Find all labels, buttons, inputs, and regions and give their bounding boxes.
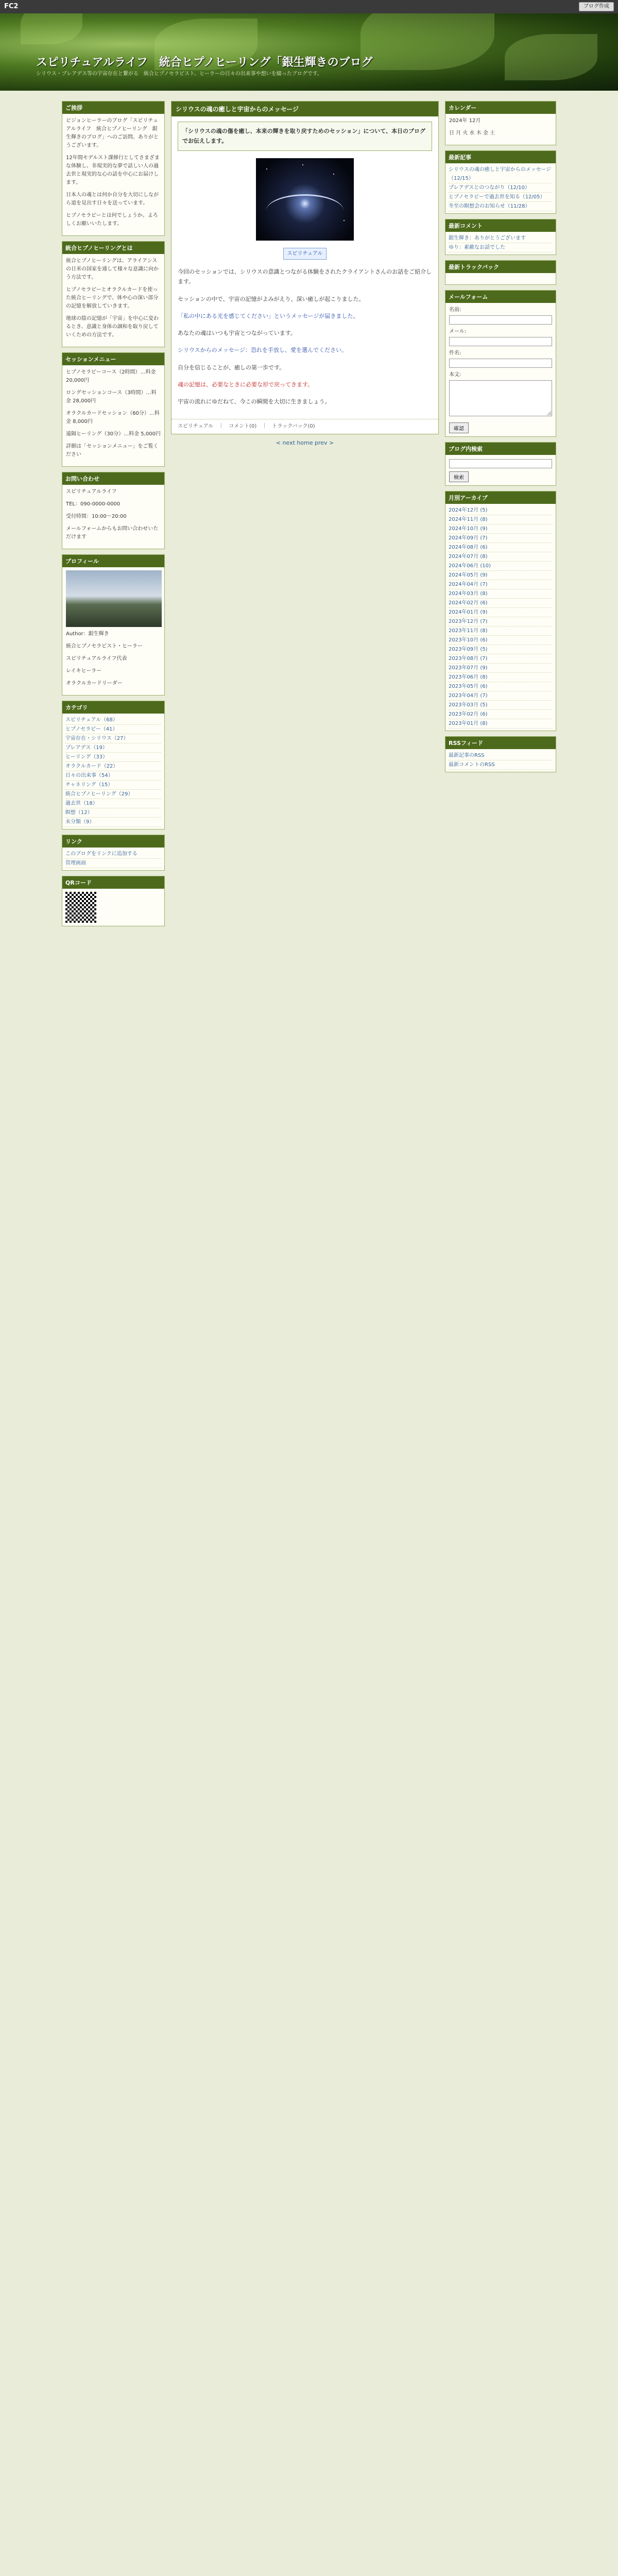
archive-link[interactable]: 2024年12月 (5) <box>449 506 553 515</box>
category-link[interactable]: 瞑想（12） <box>65 808 161 818</box>
greeting-text: ヒプノセラピーとは何でしょうか。よろしくお願いいたします。 <box>66 213 158 227</box>
session-item[interactable]: ロングセッションコース（3時間）…料金 28,000円 <box>66 390 157 404</box>
profile-photo <box>66 570 162 627</box>
recent-posts-title: 最新記事 <box>445 151 556 163</box>
entry-paragraph: 今回のセッションでは、シリウスの意識とつながる体験をされたクライアントさんのお話をご紹介します。 <box>178 268 432 285</box>
about-title: 統合ヒプノヒーリングとは <box>62 242 164 254</box>
entry-paragraph: 自分を信じることが、癒しの第一歩です。 <box>178 364 285 371</box>
archive-link[interactable]: 2024年08月 (6) <box>449 543 553 552</box>
archive-link[interactable]: 2023年08月 (7) <box>449 654 553 664</box>
archive-link[interactable]: 2023年05月 (6) <box>449 682 553 691</box>
entry-title[interactable]: シリウスの魂の癒しと宇宙からのメッセージ <box>171 101 438 116</box>
categories-title: カテゴリ <box>62 701 164 714</box>
about-box <box>62 241 165 347</box>
greeting-text: 日本人の魂とは何か自分を大切にしながら道を見出す日々を送っています。 <box>66 192 159 206</box>
category-link[interactable]: チャネリング（15） <box>65 781 161 790</box>
mailform-title: メールフォーム <box>445 291 556 303</box>
session-menu-box <box>62 352 165 467</box>
archives-title: 月別アーカイブ <box>445 492 556 504</box>
archive-link[interactable]: 2024年04月 (7) <box>449 580 553 589</box>
greeting-box <box>62 101 165 236</box>
pagination[interactable]: < next home prev > <box>276 439 334 447</box>
archive-link[interactable]: 2024年05月 (9) <box>449 571 553 580</box>
categories-box <box>62 701 165 829</box>
category-link[interactable]: 統合ヒプノヒーリング（29） <box>65 790 161 799</box>
entry-paragraph: セッションの中で、宇宙の記憶がよみがえり、深い癒しが起こりました。 <box>178 295 365 302</box>
profile-name: Author：銀生輝き <box>66 631 109 637</box>
search-button[interactable]: 検索 <box>449 471 469 482</box>
search-title: ブログ内検索 <box>445 443 556 455</box>
calendar-month: 2024年 12月 <box>449 118 481 124</box>
blog-header <box>0 13 618 91</box>
left-sidebar <box>62 101 165 931</box>
archive-link[interactable]: 2023年04月 (7) <box>449 691 553 701</box>
archive-link[interactable]: 2023年11月 (8) <box>449 626 553 636</box>
archive-link[interactable]: 2024年03月 (8) <box>449 589 553 599</box>
archives-box <box>445 491 556 731</box>
archive-link[interactable]: 2023年07月 (9) <box>449 664 553 673</box>
search-input[interactable] <box>449 459 552 468</box>
profile-line: オラクルカードリーダー <box>66 681 123 686</box>
session-item[interactable]: 遠隔ヒーリング（30分）…料金 5,000円 <box>66 431 161 437</box>
entry-lead: 「シリウスの魂の傷を癒し、本来の輝きを取り戻すためのセッション」について、本日のブログでお伝えします。 <box>178 122 432 151</box>
archive-link[interactable]: 2023年09月 (5) <box>449 645 553 654</box>
recent-post-link[interactable]: シリウスの魂の癒しと宇宙からのメッセージ（12/15） <box>449 165 553 183</box>
category-link[interactable]: ヒプノセラピー（41） <box>65 725 161 734</box>
session-item[interactable]: 詳細は「セッションメニュー」をご覧ください <box>66 444 159 457</box>
create-blog-button[interactable]: ブログ作成 <box>579 2 614 11</box>
category-link[interactable]: 未分類（9） <box>65 818 161 827</box>
archive-link[interactable]: 2024年10月 (9) <box>449 524 553 534</box>
recent-comment-link[interactable]: ゆり：素敵なお話でした <box>449 243 553 252</box>
recent-comment-link[interactable]: 銀生輝き：ありがとうございます <box>449 234 553 243</box>
entry-paragraph: 宇宙の流れにゆだねて、今この瞬間を大切に生きましょう。 <box>178 398 331 405</box>
archive-link[interactable]: 2024年11月 (8) <box>449 515 553 524</box>
archive-link[interactable]: 2023年01月 (8) <box>449 719 553 728</box>
entry-paragraph: あなたの魂はいつも宇宙とつながっています。 <box>178 330 296 336</box>
qr-title: QRコード <box>62 876 164 889</box>
profile-line: レイキヒーラー <box>66 668 102 674</box>
category-link[interactable]: 過去世（18） <box>65 799 161 808</box>
trackback-title: 最新トラックバック <box>445 261 556 273</box>
rss-link[interactable]: 最新コメントのRSS <box>449 760 553 770</box>
archive-link[interactable]: 2023年10月 (6) <box>449 636 553 645</box>
session-item[interactable]: オラクルカードセッション（60分）…料金 8,000円 <box>66 411 160 425</box>
blog-title[interactable]: スピリチュアルライフ 統合ヒプノヒーリング「銀生輝きのブログ <box>36 56 373 69</box>
qr-box <box>62 876 165 926</box>
about-text: ヒプノセラピーとオラクルカードを使った統合ヒーリングで、体や心の深い部分の記憶を解放していきます。 <box>66 287 159 309</box>
rss-title: RSSフィード <box>445 737 556 749</box>
archive-link[interactable]: 2024年07月 (8) <box>449 552 553 562</box>
star <box>266 168 267 170</box>
category-link[interactable]: スピリチュアル（68） <box>65 716 161 725</box>
contact-line: スピリチュアルライフ <box>66 489 117 495</box>
calendar-weekdays: 日 月 火 水 木 金 土 <box>449 130 495 136</box>
archive-link[interactable]: 2023年02月 (6) <box>449 710 553 719</box>
space-image <box>256 158 354 241</box>
entry-paragraph: 魂の記憶は、必要なときに必要な形で戻ってきます。 <box>178 381 314 388</box>
blog-subtitle: シリウス・プレアデス等の宇宙存在と繋がる 統合ヒプノセラピスト、ヒーラーの日々の出来事や想いを綴ったブログです。 <box>36 71 322 77</box>
category-link[interactable]: オラクルカード（22） <box>65 762 161 771</box>
mailform-subject-label: 件名: <box>449 350 461 356</box>
recent-post-link[interactable]: 冬至の瞑想会のお知らせ（11/28） <box>449 202 553 211</box>
category-link[interactable]: ヒーリング（33） <box>65 753 161 762</box>
star <box>333 174 334 175</box>
archive-link[interactable]: 2024年09月 (7) <box>449 534 553 543</box>
greeting-text: ビジョンヒーラーのブログ「スピリチュアルライフ 統合ヒプノヒーリング 銀生輝きのブログ」へのご訪問、ありがとうございます。 <box>66 118 159 148</box>
mailform-name-input[interactable] <box>449 315 552 325</box>
greeting-text: 12年間モデルスト課修行としてさまざまな体験し、非現実的な夢で話しい人の過去世と現実的な心の話を中心にお届けします。 <box>66 155 160 185</box>
recent-comments-title: 最新コメント <box>445 219 556 232</box>
greeting-title: ご挨拶 <box>62 101 164 114</box>
leaf-decoration <box>21 13 82 44</box>
mailform-submit-button[interactable]: 確認 <box>449 422 469 433</box>
fc2-logo[interactable]: FC2 <box>4 3 19 10</box>
calendar-box <box>445 101 556 145</box>
session-item[interactable]: ヒプノセラピーコース（2時間）…料金 20,000円 <box>66 369 156 383</box>
star <box>344 220 345 221</box>
contact-title: お問い合わせ <box>62 472 164 485</box>
entry-paragraph: 「私の中にある光を感じてください」というメッセージが届きました。 <box>178 312 359 319</box>
leaf-decoration <box>360 13 494 70</box>
mailform-body-input[interactable] <box>449 380 552 416</box>
rss-link[interactable]: 最新記事のRSS <box>449 751 553 760</box>
leaf-decoration <box>505 34 597 80</box>
archive-link[interactable]: 2024年01月 (9) <box>449 608 553 617</box>
profile-line: スピリチュアルライフ代表 <box>66 656 127 662</box>
contact-line[interactable]: メールフォームからもお問い合わせいただけます <box>66 526 159 540</box>
entry-paragraph: シリウスからのメッセージ：恐れを手放し、愛を選んでください。 <box>178 347 348 354</box>
mailform-mail-input[interactable] <box>449 337 552 346</box>
link-item[interactable]: 管理画面 <box>65 859 161 868</box>
session-menu-title: セッションメニュー <box>62 353 164 365</box>
links-title: リンク <box>62 835 164 848</box>
blog-entry <box>171 101 439 434</box>
archive-link[interactable]: 2024年06月 (10) <box>449 562 553 571</box>
main-content <box>171 101 439 451</box>
planet-arc <box>266 194 344 227</box>
rss-box <box>445 736 556 772</box>
archive-link[interactable]: 2024年02月 (6) <box>449 599 553 608</box>
profile-box <box>62 554 165 696</box>
calendar-title: カレンダー <box>445 101 556 114</box>
contact-line: TEL：090-0000-0000 <box>66 501 121 507</box>
mailform-box <box>445 290 556 437</box>
category-link[interactable]: 日々の出来事（54） <box>65 771 161 781</box>
contact-box <box>62 472 165 549</box>
profile-line: 統合ヒプノセラピスト・ヒーラー <box>66 643 143 649</box>
links-box <box>62 835 165 871</box>
recent-posts-box <box>445 150 556 214</box>
qr-code-icon <box>65 892 96 923</box>
trackback-box <box>445 260 556 285</box>
category-link[interactable]: 宇宙存在・シリウス（27） <box>65 734 161 743</box>
about-text: 地球の陰の記憶が「宇宙」を中心に変わるとき、意識と身体の調和を取り戻していくための方法です。 <box>66 316 159 338</box>
recent-post-link[interactable]: ヒプノセラピーで過去世を知る（12/05） <box>449 193 553 202</box>
profile-title: プロフィール <box>62 555 164 567</box>
mailform-subject-input[interactable] <box>449 359 552 368</box>
archive-link[interactable]: 2023年03月 (5) <box>449 701 553 710</box>
right-sidebar <box>445 101 556 777</box>
star <box>302 164 303 165</box>
entry-footer[interactable]: スピリチュアル ｜ コメント(0) ｜ トラックバック(0) <box>171 419 438 434</box>
category-link[interactable]: プレアデス（19） <box>65 743 161 753</box>
link-item[interactable]: このブログをリンクに追加する <box>65 850 161 859</box>
contact-line: 受付時間：10:00〜20:00 <box>66 514 127 519</box>
archive-link[interactable]: 2023年12月 (7) <box>449 617 553 626</box>
image-caption-badge[interactable]: スピリチュアル <box>283 248 326 260</box>
about-text: 統合ヒプノヒーリングは、アライアンスの日米の国家を通して様々な意識に向かう方法です。 <box>66 258 159 280</box>
recent-comments-box <box>445 219 556 255</box>
mailform-mail-label: メール: <box>449 329 467 334</box>
archive-link[interactable]: 2023年06月 (8) <box>449 673 553 682</box>
fc2-topbar <box>0 0 618 14</box>
mailform-body-label: 本文: <box>449 372 461 378</box>
search-box <box>445 442 556 486</box>
mailform-name-label: 名前: <box>449 307 461 313</box>
recent-post-link[interactable]: プレアデスとのつながり（12/10） <box>449 183 553 193</box>
